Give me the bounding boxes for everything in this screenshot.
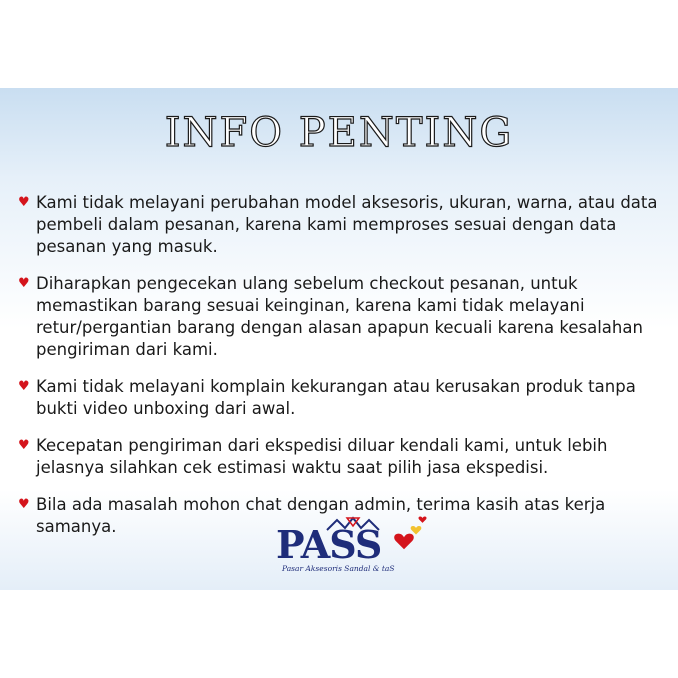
small-heart-icon <box>418 515 427 524</box>
list-item-text: Diharapkan pengecekan ulang sebelum checkout pesanan, untuk memastikan barang sesuai keinginan, karena kami tidak melayani retur/pergantian barang dengan alasan apapun kecuali karena kesalahan pengiriman dari kami. <box>36 274 643 359</box>
list-item <box>18 435 678 479</box>
small-heart-icon <box>410 524 422 536</box>
list-item <box>18 273 678 361</box>
logo-text: PASS <box>276 522 382 567</box>
heart-icon: ♥ <box>18 497 30 512</box>
diamond-icon <box>323 514 383 534</box>
heart-icon: ♥ <box>18 438 30 453</box>
heart-icon: ♥ <box>18 276 30 291</box>
info-list <box>18 192 678 538</box>
logo-subtitle: Pasar Aksesoris Sandal & taS <box>282 564 395 573</box>
list-item-text: Kecepatan pengiriman dari ekspedisi diluar kendali kami, untuk lebih jelasnya silahkan cek estimasi waktu saat pilih jasa ekspedisi. <box>36 436 608 477</box>
heart-icon: ♥ <box>18 379 30 394</box>
heart-icon: ♥ <box>18 195 30 210</box>
list-item-text: Kami tidak melayani komplain kekurangan atau kerusakan produk tanpa bukti video unboxing dari awal. <box>36 377 636 418</box>
list-item-text: Kami tidak melayani perubahan model aksesoris, ukuran, warna, atau data pembeli dalam pesanan, karena kami memproses sesuai dengan data pesanan yang masuk. <box>36 193 658 256</box>
page-title: INFO PENTING <box>164 110 514 156</box>
list-item <box>18 192 678 258</box>
list-item-text: Bila ada masalah mohon chat dengan admin, terima kasih atas kerja samanya. <box>36 495 606 536</box>
list-item <box>18 376 678 420</box>
brand-logo <box>276 514 446 580</box>
